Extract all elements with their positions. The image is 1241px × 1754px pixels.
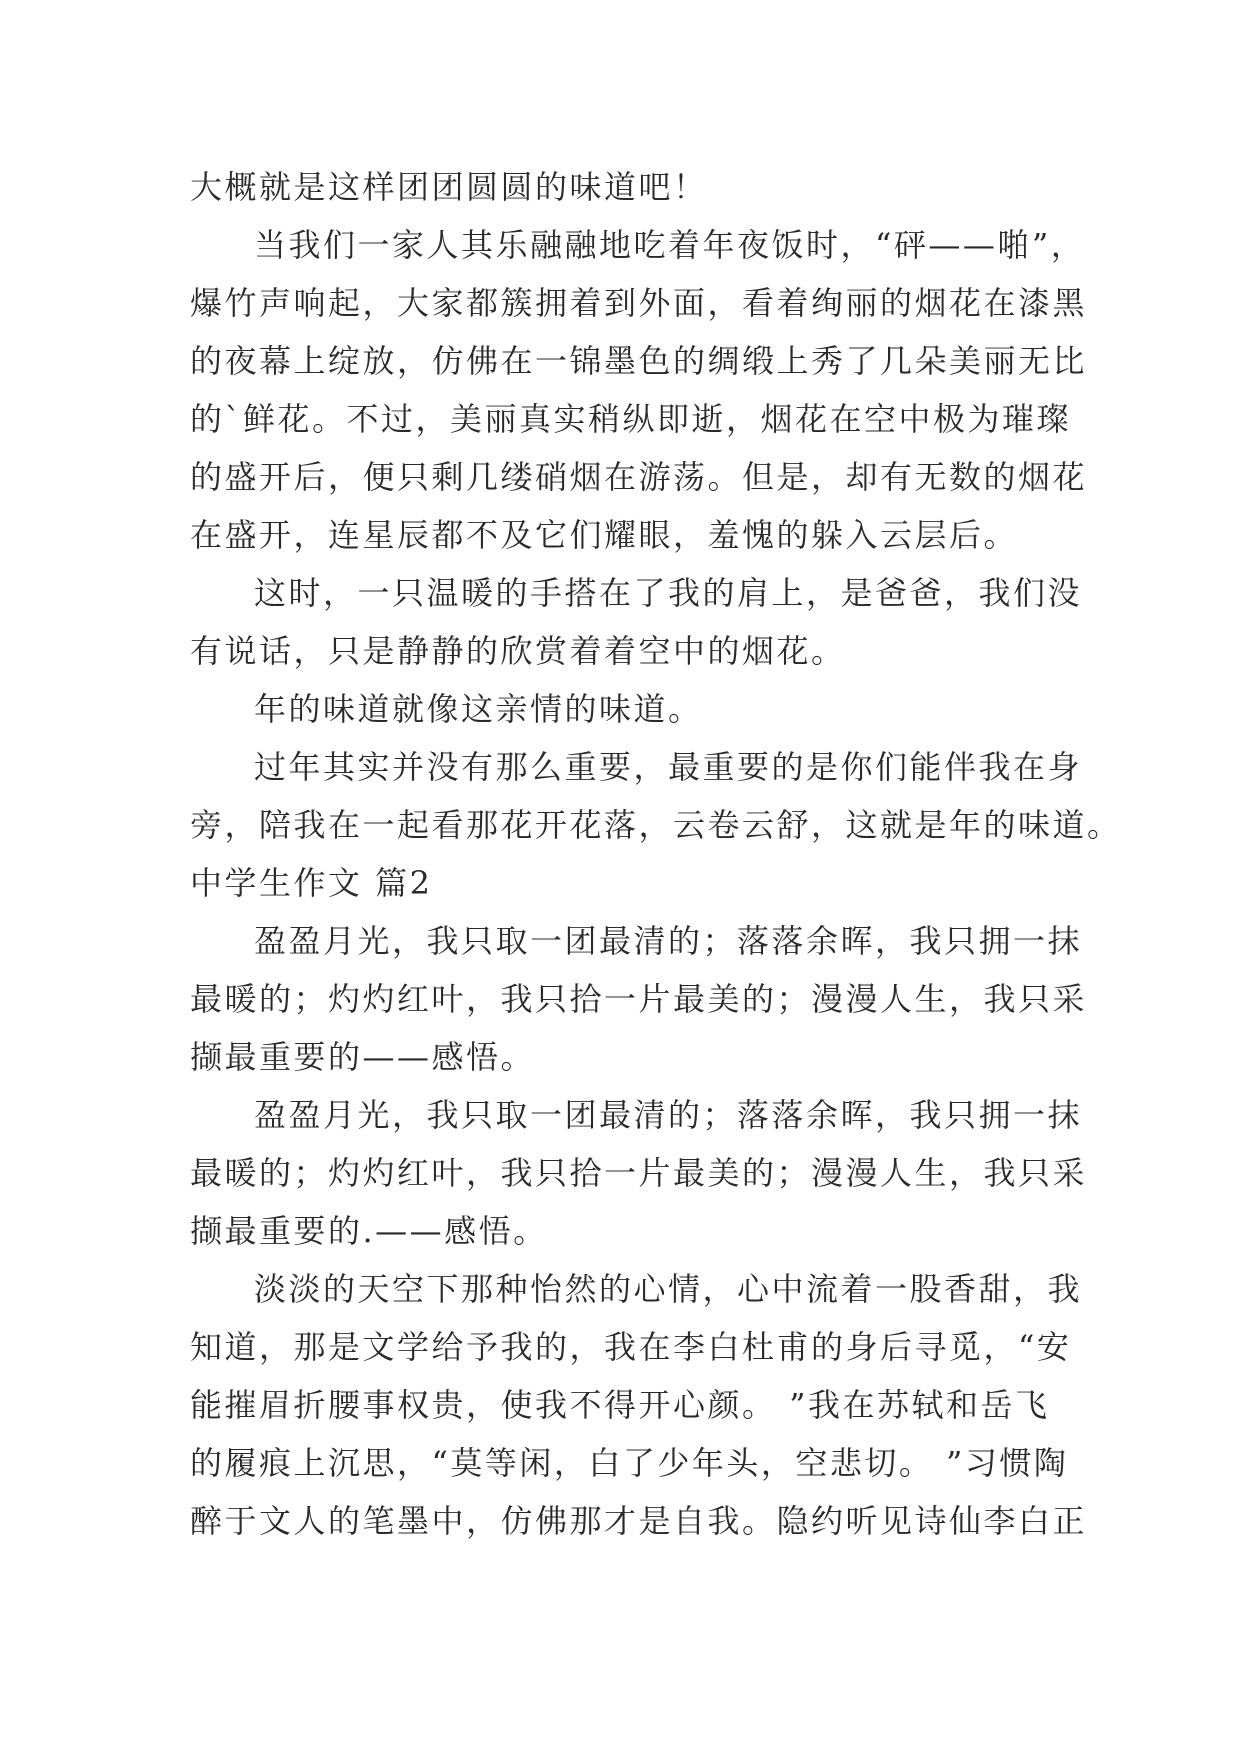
text-line: 的履痕上沉思，“莫等闲，白了少年头，空悲切。 ”习惯陶 — [190, 1444, 1069, 1482]
text-line: 知道，那是文学给予我的，我在李白杜甫的身后寻觅，“安 — [190, 1328, 1072, 1366]
text-line: 有说话，只是静静的欣赏着着空中的烟花。 — [190, 632, 846, 670]
section-heading: 中学生作文 篇2 — [190, 864, 433, 902]
text-line: 醉于文人的笔墨中，仿佛那才是自我。隐约听见诗仙李白正 — [190, 1502, 1088, 1540]
document-body — [190, 158, 1122, 1550]
text-line: 这时，一只温暖的手搭在了我的肩上，是爸爸，我们没 — [254, 574, 1083, 612]
text-line: 能摧眉折腰事权贵，使我不得开心颜。 ”我在苏轼和岳飞 — [190, 1386, 1050, 1424]
text-line: 的`鲜花。不过，美丽真实稍纵即逝，烟花在空中极为璀璨 — [190, 400, 1072, 438]
text-line: 年的味道就像这亲情的味道。 — [254, 690, 703, 728]
text-line: 淡淡的天空下那种怡然的心情，心中流着一股香甜，我 — [254, 1270, 1083, 1308]
text-line: 爆竹声响起，大家都簇拥着到外面，看着绚丽的烟花在漆黑 — [190, 284, 1088, 322]
text-line: 旁，陪我在一起看那花开花落，云卷云舒，这就是年的味道。 — [190, 806, 1122, 844]
text-line: 最暖的；灼灼红叶，我只拾一片最美的；漫漫人生，我只采 — [190, 1154, 1088, 1192]
text-line: 的盛开后，便只剩几缕硝烟在游荡。但是，却有无数的烟花 — [190, 458, 1088, 496]
text-line: 过年其实并没有那么重要，最重要的是你们能伴我在身 — [254, 748, 1083, 786]
text-line: 盈盈月光，我只取一团最清的；落落余晖，我只拥一抹 — [254, 922, 1083, 960]
text-line: 当我们一家人其乐融融地吃着年夜饭时，“砰——啪”， — [254, 226, 1086, 264]
text-line: 大概就是这样团团圆圆的味道吧！ — [190, 168, 708, 206]
text-line: 在盛开，连星辰都不及它们耀眼，羞愧的躲入云层后。 — [190, 516, 1019, 554]
text-line: 撷最重要的.——感悟。 — [190, 1212, 548, 1250]
text-line: 撷最重要的——感悟。 — [190, 1038, 536, 1076]
text-line: 盈盈月光，我只取一团最清的；落落余晖，我只拥一抹 — [254, 1096, 1083, 1134]
text-line: 的夜幕上绽放，仿佛在一锦墨色的绸缎上秀了几朵美丽无比 — [190, 342, 1088, 380]
text-line: 最暖的；灼灼红叶，我只拾一片最美的；漫漫人生，我只采 — [190, 980, 1088, 1018]
